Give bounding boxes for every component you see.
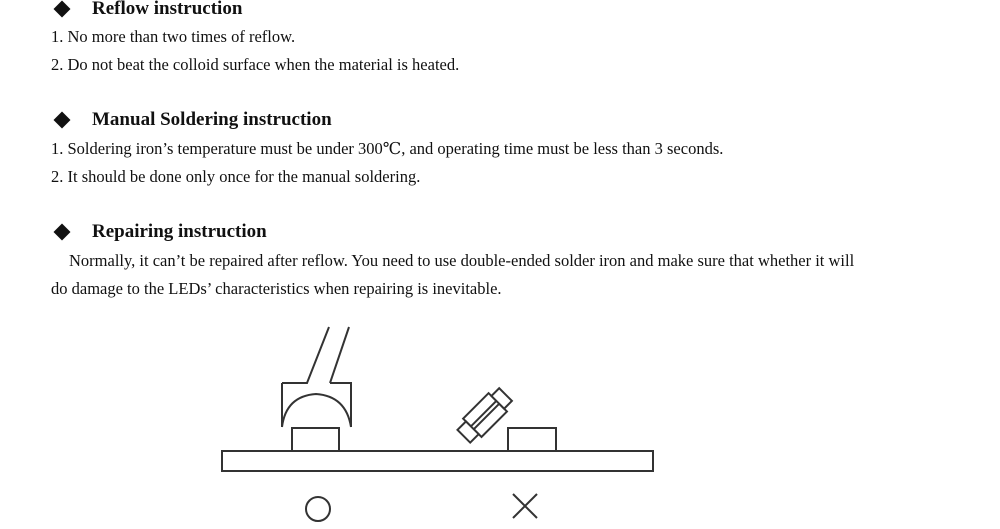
manual-soldering-heading-text: Manual Soldering instruction (92, 109, 332, 130)
correct-circle-icon (306, 497, 330, 521)
led-right (508, 428, 556, 451)
manual-item-2: 2. It should be done only once for the manual soldering. (51, 167, 421, 186)
repair-paragraph-line-1: Normally, it can’t be repaired after reflow. You need to use double-ended solder iron and make sure that whether it will (69, 251, 855, 270)
reflow-item-1: 1. No more than two times of reflow. (51, 27, 296, 46)
wrong-cross-icon (513, 494, 537, 518)
manual-item-1: 1. Soldering iron’s temperature must be under 300℃, and operating time must be less than 3 seconds. (51, 139, 724, 158)
reflow-item-2: 2. Do not beat the colloid surface when the material is heated. (51, 55, 460, 74)
reflow-heading-text: Reflow instruction (92, 0, 243, 19)
single-ended-solder-iron-icon (455, 385, 515, 445)
repairing-heading-text: Repairing instruction (92, 221, 267, 242)
led-left (292, 428, 339, 451)
double-ended-solder-iron-icon (282, 327, 351, 427)
repair-paragraph-line-2: do damage to the LEDs’ characteristics when repairing is inevitable. (51, 279, 502, 298)
pcb-board (222, 451, 653, 471)
